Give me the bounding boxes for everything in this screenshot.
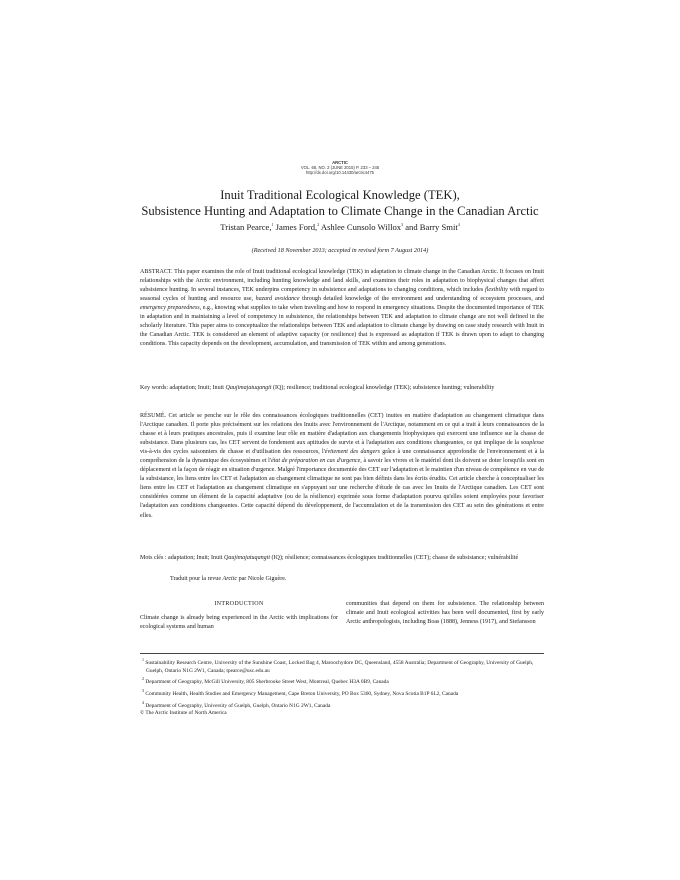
translation-text-1: Traduit pour la revue [170, 576, 223, 582]
title-line-2: Subsistence Hunting and Adaptation to Climate Change in the Canadian Arctic [141, 203, 539, 218]
footnote-divider [140, 653, 544, 654]
resume-text-4: , à savoir les vivres et le matériel dont ils doivent se doter lorsqu'ils sont en déplacement et la façon de réagir en situation d'urgence. Malgré l'importance documentée des CET sur l'adaptation et le maintien d'un niveau de compétence en vue de la subsistance, les liens entre les CET et l'adaptation au changement climatique ne sont pas bien définis dans les écrits érudits. Cet article cherche à conceptualiser les liens entre les CET et l'adaptation au changement climatique en s'appuyant sur une recherche d'étude de cas avec les Inuits de l'Arctique canadien. Les CET sont considérées comme un élément de la capacité adaptative (ou de la résilience) exprimée sous forme d'adaptation pourvu qu'elles soient employées pour favoriser l'adaptation aux conditions changeantes. Cette capacité dépend du développement, de l'accumulation et de la transmission des CET au sein des générations et entre elles. [140, 458, 545, 519]
keywords-text-1: Key words: adaptation; Inuit; Inuit [140, 385, 226, 391]
intro-column-right [346, 600, 544, 627]
translation-text-2: par Nicole Giguère. [237, 576, 287, 582]
author-1: Tristan Pearce, [220, 222, 272, 232]
title-line-1: Inuit Traditional Ecological Knowledge (TEK), [220, 188, 460, 202]
intro-column-left [140, 600, 338, 632]
abstract-emergency-preparedness: emergency preparedness [140, 305, 200, 312]
abstract-text-1: ABSTRACT. This paper examines the role of Inuit traditional ecological knowledge (TEK) in adaptation to climate change in the Canadian Arctic. It focuses on Inuit relationships with the Arctic environment, including hunting knowledge and land skills, and examines their roles in adaptation to biophysical changes that affect subsistence hunting. In several instances, TEK underpins competency in subsistence and adaptations to changing conditions, which includes [140, 269, 544, 294]
author-3: Ashlee Cunsolo Willox [319, 222, 402, 232]
footnote-3 [140, 687, 544, 699]
footnotes [140, 656, 544, 718]
footnote-2-number: 2 [142, 676, 144, 682]
footnote-1-text: Sustainability Research Centre, University of the Sunshine Coast, Locked Bag 4, Maroochydore DC, Queensland, 4558 Australia; Department of Geography, University of Guelph, Guelph, Ontario N1G 2W1, Canada; tpearce@usc.edu.au [145, 659, 534, 674]
keywords-text-2: (IQ); resilience; traditional ecological knowledge (TEK); subsistence hunting; vulnerability [271, 385, 495, 391]
author-list [110, 222, 570, 233]
translation-journal: Arctic [222, 576, 238, 582]
intro-right-text: communities that depend on them for subsistence. The relationship between climate and Inuit ecological activities has been well documented, first by early Arctic anthropologists, including Boas (1888), Jenness (1917), and Stefansson [346, 601, 544, 626]
footnote-2-text: Department of Geography, McGill University, 805 Sherbrooke Street West, Montreal, Quebec H3A 0B9, Canada [145, 679, 389, 686]
author-4-affil: 4 [457, 222, 460, 228]
footnote-2 [140, 675, 544, 687]
journal-volume: VOL. 68, NO. 2 (JUNE 2015) P. 233 – 245 [300, 165, 380, 171]
author-2-affil: 2 [317, 222, 320, 228]
resume-text-3: grâce à une connaissance approfondie de l'environnement et à la compréhension de la dynamique des écosystèmes et l' [140, 449, 544, 465]
resume-evitement: évitement des dangers [324, 449, 380, 456]
journal-doi: http://dx.doi.org/10.14430/arctic4475 [306, 170, 374, 176]
footnote-1 [140, 656, 544, 675]
mots-cles-iq-term: Qaujimajatuqangit [223, 555, 271, 561]
abstract-text-3: through detailed knowledge of the environment and understanding of ecosystem processes, and [299, 296, 544, 303]
article-title [110, 188, 570, 219]
abstract [140, 268, 544, 349]
footnote-3-text: Community Health, Health Studies and Emergency Management, Cape Breton University, PO Box 5300, Sydney, Nova Scotia B1P 6L2, Canada [145, 690, 459, 697]
mots-cles [140, 554, 544, 563]
resume [140, 412, 544, 521]
keywords-iq-term: Qaujimajatuqangit [225, 385, 272, 391]
intro-left-text: Climate change is already being experienced in the Arctic with implications for ecological systems and human [140, 615, 338, 631]
abstract-text-4: , e.g., knowing what supplies to take when traveling and how to respond in emergency situations. Despite the documented importance of TEK in adaptation and in maintaining a level of competency in subsistence, the relationships between TEK and adaptation to climate change are not well defined in the scholarly literature. This paper aims to conceptualize the relationships between TEK and adaptation to climate change by drawing on case study research with Inuit in the Canadian Arctic. TEK is considered an element of adaptive capacity (or resilience) that is expressed as adaptation if TEK is drawn upon to adapt to changing conditions. This capacity depends on the development, accumulation, and transmission of TEK within and among generations. [140, 305, 544, 348]
mots-cles-text-2: (IQ); résilience; connaissances écologiques traditionnelles (CET); chasse de subsistance; vulnérabilité [270, 555, 519, 561]
abstract-hazard-avoidance: hazard avoidance [255, 296, 300, 303]
footnote-4-number: 4 [142, 699, 144, 705]
author-1-affil: 1 [271, 222, 274, 228]
journal-header [0, 160, 680, 176]
author-3-affil: 3 [401, 222, 404, 228]
translation-credit [170, 576, 286, 582]
keywords [140, 384, 544, 393]
copyright: © The Arctic Institute of North America [140, 710, 227, 717]
footnote-1-number: 1 [142, 657, 144, 662]
author-4: and Barry Smit [403, 222, 458, 232]
received-dates: (Received 18 November 2013; accepted in revised form 7 August 2014) [251, 247, 429, 254]
resume-souplesse: souplesse [520, 440, 544, 447]
resume-text-1: RÉSUMÉ. Cet article se penche sur le rôle des connaissances écologiques traditionnelles (CET) inuites en matière d'adaptation au changement climatique dans l'Arctique canadien. Il porte plus précisément sur les relations des Inuits avec l'environnement de l'Arctique, notamment en ce qui a trait à leurs connaissances de la chasse et à leurs pratiques ancestrales, puis il examine leur rôle en matière d'adaptation aux changements biophysiques qui exercent une influence sur la chasse de subsistance. Dans plusieurs cas, les CET servent de fondement aux aptitudes de survie et à l'adaptation aux conditions changeantes, ce qui implique de la [140, 413, 544, 447]
author-2: James Ford, [273, 222, 318, 232]
footnote-3-number: 3 [142, 687, 144, 693]
abstract-text-2: with regard to seasonal cycles of hunting and resource use, [140, 287, 544, 303]
footnote-4 [140, 699, 544, 711]
mots-cles-text-1: Mots clés : adaptation; Inuit; Inuit [140, 555, 224, 561]
abstract-flexibility: flexibility [484, 287, 508, 294]
resume-etat-preparation: état de préparation en cas d'urgence [270, 458, 361, 465]
resume-text-2: vis-à-vis des cycles saisonniers de chasse et d'utilisation des ressources, l' [140, 449, 325, 456]
introduction-heading: INTRODUCTION [214, 601, 264, 607]
footnote-4-text: Department of Geography, University of Guelph, Guelph, Ontario N1G 2W1, Canada [145, 702, 331, 709]
journal-name: ARCTIC [332, 160, 348, 165]
